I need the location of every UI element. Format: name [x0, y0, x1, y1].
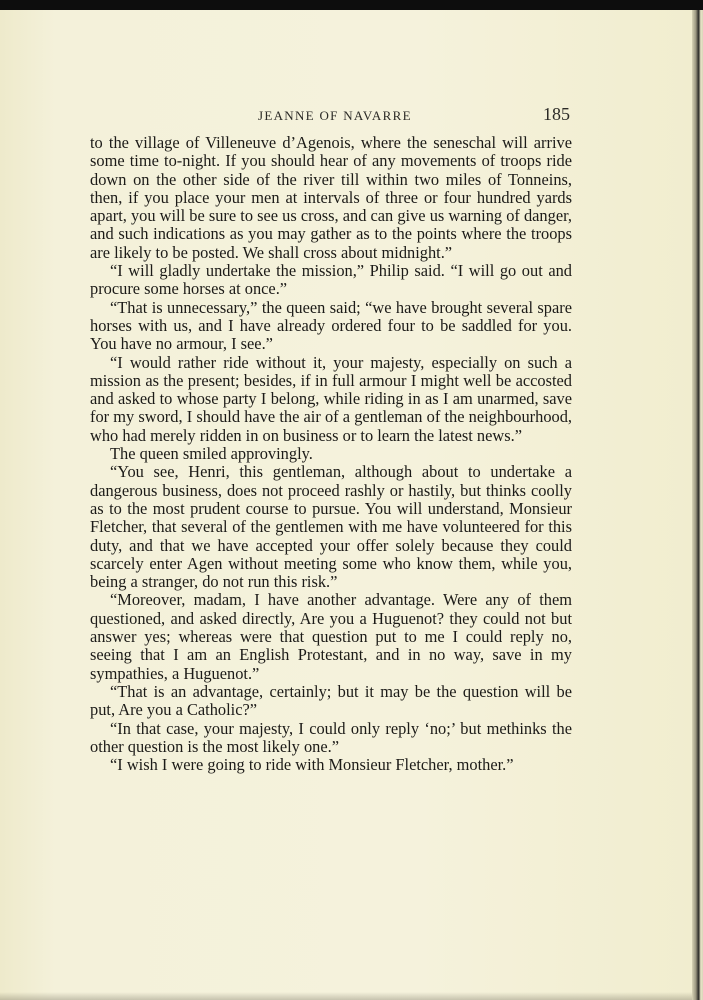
paragraph: “In that case, your majesty, I could only reply ‘no;’ but methinks the other question is the most likely one.” — [90, 718, 572, 756]
paragraph: “You see, Henri, this gentleman, although about to undertake a dangerous business, does not proceed rashly or hastily, but thinks coolly as to the most prudent course to pursue. You will understand, Monsieur Fletcher, that several of the gentlemen with me have volunteered for this duty, and that we have accepted your offer solely because they could scarcely enter Agen without meeting some who know them, while you, being a stranger, do not run this risk.” — [90, 462, 572, 592]
running-head — [0, 104, 692, 128]
paragraph: to the village of Villeneuve d’Agenois, where the seneschal will arrive some time to-night. If you should hear of any movements of troops ride down on the other side of the river till within two miles of Tonneins, then, if you place your men at intervals of three or four hundred yards apart, you will be sure to see us cross, and can give us warning of danger, and such indications as you may gather as to the points where the troops are likely to be posted. We shall cross about midnight.” — [90, 133, 572, 262]
scan-border-top — [0, 0, 703, 10]
page-gutter-edge — [692, 10, 703, 1000]
page-number: 185 — [543, 104, 570, 124]
body-text — [90, 134, 572, 774]
paragraph: The queen smiled approvingly. — [110, 444, 313, 464]
running-title: JEANNE OF NAVARRE — [258, 108, 412, 123]
paragraph: “Moreover, madam, I have another advantage. Were any of them questioned, and asked directly, Are you a Huguenot? they could not but answer yes; whereas were that question put to me I could reply no, seeing that I am an English Protestant, and in no way, save in my sympathies, a Huguenot.” — [90, 590, 572, 683]
paragraph: “I wish I were going to ride with Monsieur Fletcher, mother.” — [110, 755, 514, 775]
scan-shadow-bottom — [0, 992, 692, 1000]
paragraph: “That is an advantage, certainly; but it may be the question will be put, Are you a Catholic?” — [90, 681, 572, 720]
paragraph: “That is unnecessary,” the queen said; “we have brought several spare horses with us, and I have already ordered four to be saddled for you. You have no armour, I see.” — [90, 297, 572, 354]
paragraph: “I will gladly undertake the mission,” Philip said. “I will go out and procure some horses at once.” — [90, 261, 572, 299]
paragraph: “I would rather ride without it, your majesty, especially on such a mission as the present; besides, if in full armour I might well be accosted and asked to whose party I belong, while riding in as I am unarmed, save for my sword, I should have the air of a gentleman of the neighbourhood, who had merely ridden in on business or to learn the latest news.” — [90, 352, 572, 445]
